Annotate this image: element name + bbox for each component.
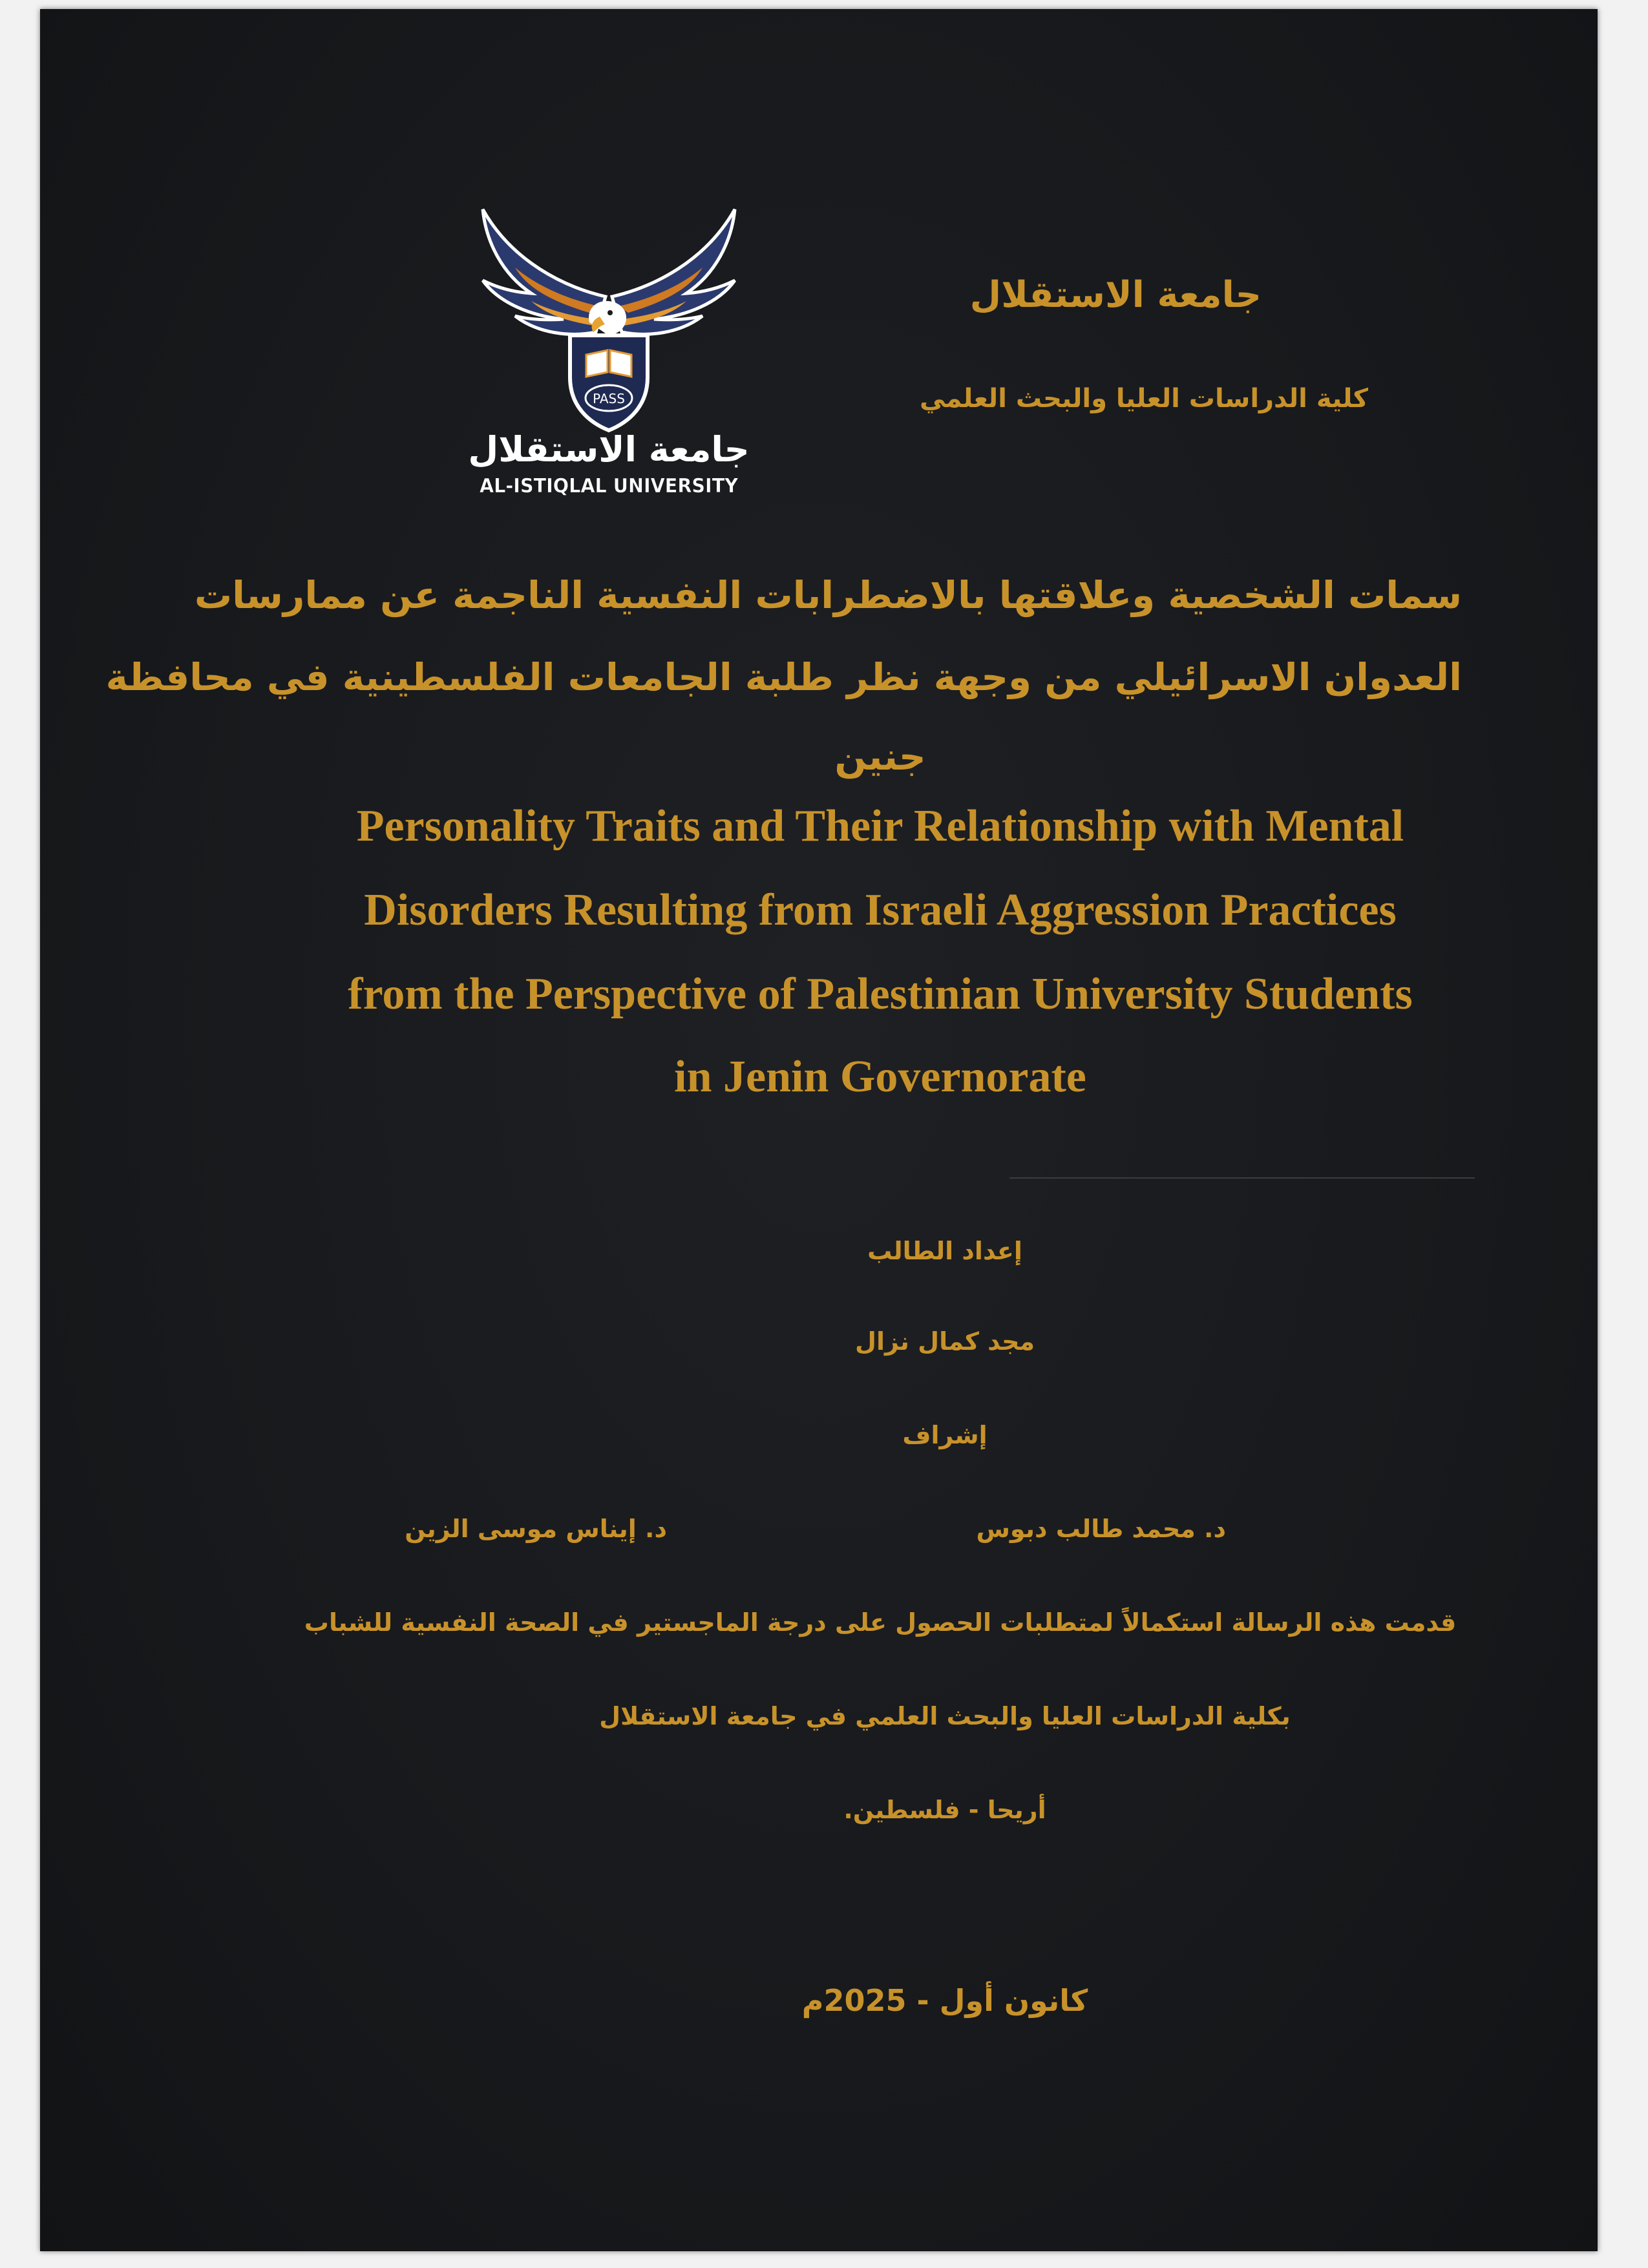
arabic-title-line-2: العدوان الاسرائيلي من وجهة نظر طلبة الجامعات الفلسطينية في محافظة <box>105 655 1462 699</box>
student-name: مجد كمال نزال <box>854 1327 1035 1356</box>
place: أريحا - فلسطين. <box>843 1796 1046 1824</box>
divider <box>1009 1177 1475 1179</box>
supervision-label: إشراف <box>902 1421 988 1449</box>
thesis-cover <box>40 9 1598 2251</box>
arabic-title-line-1: سمات الشخصية وعلاقتها بالاضطرابات النفسية الناجمة عن ممارسات <box>194 573 1462 617</box>
logo-badge-text: PASS <box>593 391 625 406</box>
arabic-title-line-3: جنين <box>834 735 926 779</box>
logo-english-wordmark: AL-ISTIQLAL UNIVERSITY <box>480 475 739 498</box>
university-logo <box>467 184 751 507</box>
submission-statement-line-2: بكلية الدراسات العليا والبحث العلمي في جامعة الاستقلال <box>599 1702 1291 1730</box>
prepared-by-label: إعداد الطالب <box>867 1237 1022 1265</box>
english-title-line-1: Personality Traits and Their Relationship with Mental <box>356 801 1404 851</box>
supervisor-2: د. إيناس موسى الزين <box>405 1515 667 1543</box>
eagle-shield-icon <box>467 184 751 507</box>
supervisor-1: د. محمد طالب دبوس <box>976 1515 1226 1543</box>
university-name: جامعة الاستقلال <box>969 274 1262 316</box>
english-title-line-2: Disorders Resulting from Israeli Aggression Practices <box>364 885 1397 935</box>
submission-date: كانون أول - 2025م <box>801 1983 1088 2018</box>
submission-statement-line-1: قدمت هذه الرسالة استكمالاً لمتطلبات الحصول على درجة الماجستير في الصحة النفسية للشباب <box>304 1608 1457 1637</box>
faculty-name: كلية الدراسات العليا والبحث العلمي <box>919 384 1368 414</box>
english-title-line-3: from the Perspective of Palestinian University Students <box>348 969 1413 1019</box>
logo-arabic-wordmark: جامعة الاستقلال <box>468 429 750 470</box>
english-title-line-4: in Jenin Governorate <box>674 1052 1086 1102</box>
